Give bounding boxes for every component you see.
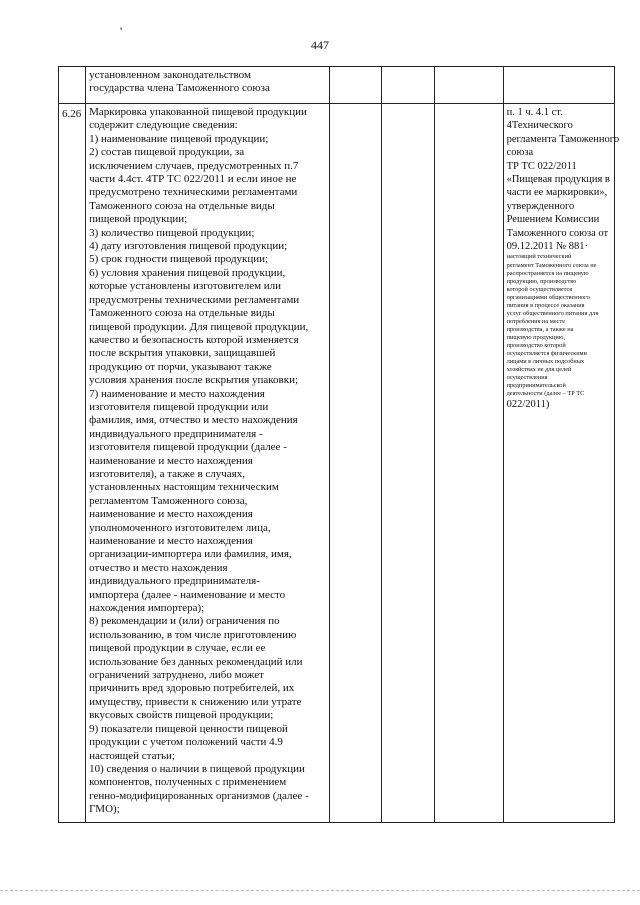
text-line: исключением случаев, предусмотренных п.7 (89, 159, 299, 172)
text-line: организации-импортера или фамилия, имя, (89, 548, 292, 561)
text-line: причинить вред здоровью потребителей, их (89, 682, 295, 695)
cell-empty-2 (382, 104, 435, 823)
reference-line: утвержденного (506, 200, 575, 212)
text-line: 7) наименование и место нахождения (89, 387, 265, 400)
cell-description (86, 104, 330, 823)
text-line: импортера (далее - наименование и место (89, 588, 286, 601)
reference-note-line: потребления на месте (506, 317, 565, 325)
text-line: 8) рекомендации и (или) ограничения по (89, 615, 280, 628)
cell-empty-1 (329, 104, 381, 823)
reference-line: Таможенного союза от (506, 227, 609, 239)
text-line: части 4.4ст. 4ТР ТС 022/2011 и если иное не (89, 173, 297, 186)
scan-edge-artifact (0, 890, 640, 893)
reference-note-line: предпринимательской (506, 382, 566, 390)
reference-note-line: лицами в личных подсобных (506, 358, 585, 366)
text-line: 9) показатели пищевой ценности пищевой (89, 722, 288, 735)
reference-line: союза (506, 147, 534, 159)
text-line: вкусовых свойств пищевой продукции; (89, 709, 274, 722)
reference-note-line: которой осуществляется (506, 285, 573, 293)
text-line: 5) срок годности пищевой продукции; (89, 253, 269, 266)
reference-line: 09.12.2011 № 881· (506, 241, 588, 253)
text-line: 4) дату изготовления пищевой продукции; (89, 240, 288, 253)
text-line: использование без данных рекомендаций или (89, 655, 303, 668)
reference-note-line: организациями общественного (506, 293, 590, 301)
text-line: наименование и место нахождения (89, 454, 253, 467)
reference-note-text (507, 253, 611, 398)
text-line: отчество и место нахождения (89, 561, 228, 574)
reference-line: части ее маркировки», (506, 187, 608, 199)
cell-empty-2 (382, 67, 435, 104)
reference-note-line: деятельности (далее – ТР ТС (506, 390, 585, 398)
cell-reference (503, 67, 614, 104)
reference-note-line: осуществления (506, 374, 548, 382)
text-line: индивидуального предпринимателя- (89, 575, 260, 588)
table-row-continuation (59, 67, 615, 104)
text-line: наименование и место нахождения (89, 508, 253, 521)
text-line: регламентом Таможенного союза, (89, 494, 248, 507)
text-line: Маркировка упакованной пищевой продукции (89, 106, 307, 118)
reference-note-line: производство которой (506, 341, 566, 349)
text-line: изготовителя), а также в случаях, (89, 467, 245, 480)
reference-line: 4Технического (506, 120, 573, 132)
text-line: предусмотрено техническими регламентами (89, 186, 298, 199)
reference-note-line: производства, а также на (506, 325, 574, 333)
text-line: продукцию от порчи, указывают также (89, 360, 272, 373)
text-line: нахождения импортера); (89, 602, 205, 615)
text-line: использованию, в том числе приготовлению (89, 628, 297, 641)
reference-note-line: хозяйствах не для целей (506, 366, 572, 374)
reference-note-line: настоящий технический (506, 253, 572, 261)
text-line: уполномоченного изготовителем лица, (89, 521, 271, 534)
table-row-6-26 (59, 104, 615, 823)
reference-note-line: услуг общественного питания для (506, 309, 599, 317)
reference-line: 022/2011) (506, 399, 550, 411)
text-line: государства члена Таможенного союза (89, 82, 270, 95)
reference-note-line: продукцию, производство (506, 277, 577, 285)
row-number: 6.26 (59, 104, 86, 823)
text-line: предусмотрены техническими регламентами (89, 293, 300, 306)
text-line: продукции с учетом положений части 4.9 (89, 736, 283, 749)
cell-empty-3 (435, 67, 503, 104)
text-line: компонентов, полученных с применением (89, 776, 287, 789)
text-line: пищевой продукции в случае, если ее (89, 642, 266, 655)
text-line: ГМО); (89, 803, 120, 816)
description-text (89, 106, 326, 817)
text-line: 2) состав пищевой продукции, за (89, 146, 245, 159)
text-line: которые установлены изготовителем или (89, 280, 282, 293)
text-line: 10) сведения о наличии в пищевой продукции (89, 762, 305, 775)
text-line: ограничений затруднено, либо может (89, 669, 264, 682)
text-line: содержит следующие сведения: (89, 119, 238, 132)
text-line: установленном законодательством (89, 69, 251, 81)
reference-note-line: распространяется на пищевую (506, 269, 589, 277)
text-line: 3) количество пищевой продукции; (89, 226, 255, 239)
reference-line: Решением Комиссии (506, 214, 600, 226)
text-line: пищевой продукции; (89, 213, 188, 226)
reference-line: ТР ТС 022/2011 (506, 160, 577, 172)
continuation-text (89, 69, 326, 96)
text-line: 1) наименование пищевой продукции; (89, 132, 269, 145)
text-line: 6) условия хранения пищевой продукции, (89, 266, 286, 279)
reference-line: регламента Таможенного (506, 133, 620, 145)
page-number: 447 (311, 38, 329, 52)
reference-note-line: осуществляется физическими (506, 350, 587, 358)
cell-description (86, 67, 330, 104)
text-line: Таможенного союза на отдельные виды (89, 199, 275, 212)
cell-empty-3 (435, 104, 503, 823)
reference-line: п. 1 ч. 4.1 ст. (506, 107, 563, 118)
text-line: Таможенного союза на отдельные виды (89, 307, 275, 320)
text-line: изготовителя пищевой продукции или (89, 400, 269, 413)
text-line: пищевой продукции. Для пищевой продукции, (89, 320, 309, 333)
text-line: настоящей статьи; (89, 749, 175, 762)
cell-reference (503, 104, 620, 823)
text-line: имуществу, привести к снижению или утрате (89, 695, 302, 708)
requirements-table (58, 66, 620, 823)
reference-note-line: питания в процессе оказания (506, 301, 585, 309)
reference-note-line: регламент Таможенного союза не (506, 261, 597, 269)
text-line: после вскрытия упаковки, защищавшей (89, 347, 276, 360)
text-line: наименование и место нахождения (89, 535, 253, 547)
text-line: фамилия, имя, отчество и место нахождения (89, 414, 298, 427)
reference-text (506, 106, 620, 253)
page-mark: ' (120, 24, 123, 38)
text-line: установленных настоящим техническим (89, 481, 279, 494)
text-line: изготовителя пищевой продукции (далее - (89, 441, 287, 454)
cell-empty-1 (329, 67, 381, 104)
reference-note-line: пищевую продукцию, (506, 333, 566, 341)
reference-line: «Пищевая продукция в (506, 174, 610, 186)
text-line: индивидуального предпринимателя - (89, 427, 263, 440)
text-line: условия хранения после вскрытия упаковки; (89, 374, 299, 387)
reference-tail-text (507, 398, 611, 411)
text-line: качество и безопасность которой изменяется (89, 333, 299, 346)
text-line: генно-модифицированных организмов (далее - (89, 789, 309, 802)
cell-number (59, 67, 86, 104)
